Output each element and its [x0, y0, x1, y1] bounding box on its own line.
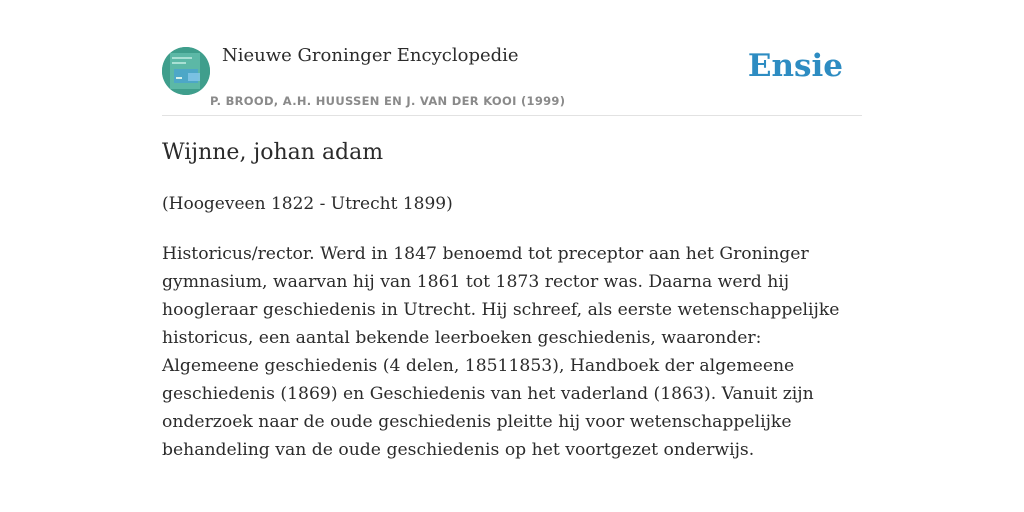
book-authors: P. BROOD, A.H. HUUSSEN EN J. VAN DER KOOI (1999) — [210, 94, 566, 108]
ensie-logo[interactable]: Ensie — [747, 48, 843, 84]
entry-title: Wijnne, johan adam — [162, 140, 384, 165]
header — [162, 0, 862, 116]
page — [162, 0, 862, 460]
entry-subtitle: (Hoogeveen 1822 - Utrecht 1899) — [162, 194, 453, 214]
book-cover-icon[interactable] — [162, 47, 210, 95]
book-title[interactable]: Nieuwe Groninger Encyclopedie — [222, 45, 519, 66]
entry-body: Historicus/rector. Werd in 1847 benoemd tot preceptor aan het Groninger gymnasium, waarvan hij van 1861 tot 1873 rector was. Daarna werd hij hoogleraar geschiedenis in Utrecht. Hij schreef, als eerste wetenschappelijke historicus, een aantal bekende leerboeken geschiedenis, waaronder: Algemeene geschiedenis (4 delen, 18511853), Handboek der algemeene geschiedenis (1869) en Geschiedenis van het vaderland (1863). Vanuit zijn onderzoek naar de oude geschiedenis pleitte hij voor wetenschappelijke behandeling van de oude geschiedenis op het voortgezet onderwijs. — [162, 244, 840, 460]
